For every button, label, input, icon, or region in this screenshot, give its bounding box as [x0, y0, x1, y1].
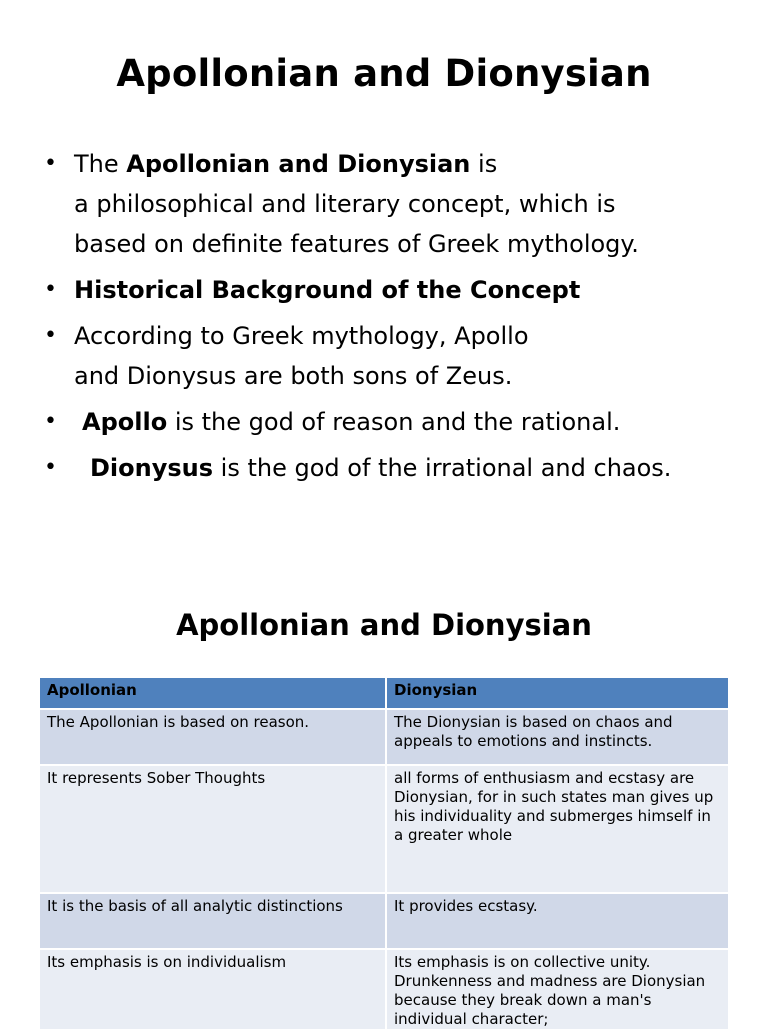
bullet-icon: • — [44, 151, 57, 176]
bullet-item-apollo — [44, 402, 754, 442]
table-cell: The Apollonian is based on reason. — [40, 709, 386, 765]
table-row — [40, 949, 729, 1030]
bullet-text: based on definite features of Greek mythology. — [74, 230, 639, 258]
table-cell: Its emphasis is on individualism — [40, 949, 386, 1030]
bullet-text: The — [74, 150, 119, 178]
bullet-text: According to Greek mythology, Apollo — [74, 322, 529, 350]
bullet-text: is the god of the irrational and chaos. — [220, 454, 672, 482]
table-cell: It represents Sober Thoughts — [40, 765, 386, 893]
bullet-bold-term: Dionysus — [90, 454, 214, 482]
table-title: Apollonian and Dionysian — [176, 608, 592, 642]
bullet-list — [44, 144, 754, 488]
table-row — [40, 709, 729, 765]
bullet-text: and Dionysus are both sons of Zeus. — [74, 362, 513, 390]
table-cell: Its emphasis is on collective unity. Drunkenness and madness are Dionysian because they break down a man's individual character; — [386, 949, 729, 1030]
bullet-item-dionysus — [44, 448, 754, 488]
bullet-text: a philosophical and literary concept, which is — [74, 190, 616, 218]
bullet-icon: • — [44, 409, 57, 434]
table-row — [40, 765, 729, 893]
table-cell: It is the basis of all analytic distinctions — [40, 893, 386, 949]
table-cell: all forms of enthusiasm and ecstasy are Dionysian, for in such states man gives up his individuality and submerges himself in a greater whole — [386, 765, 729, 893]
bullet-item-definition — [44, 144, 754, 264]
table-cell: It provides ecstasy. — [386, 893, 729, 949]
bullet-bold-heading: Historical Background of the Concept — [74, 276, 581, 304]
table-header-row — [40, 678, 729, 709]
table-cell: The Dionysian is based on chaos and appeals to emotions and instincts. — [386, 709, 729, 765]
bullet-icon: • — [44, 277, 57, 302]
column-header-apollonian: Apollonian — [40, 678, 386, 709]
comparison-table — [40, 678, 730, 1031]
bullet-text: is — [478, 150, 498, 178]
bullet-icon: • — [44, 323, 57, 348]
bullet-text: is the god of reason and the rational. — [174, 408, 621, 436]
bullet-bold-term: Apollo — [82, 408, 168, 436]
table-row — [40, 893, 729, 949]
bullet-item-mythology — [44, 316, 754, 396]
column-header-dionysian: Dionysian — [386, 678, 729, 709]
slide-title: Apollonian and Dionysian — [116, 52, 652, 95]
bullet-item-historical — [44, 270, 754, 310]
bullet-bold-term: Apollonian and Dionysian — [126, 150, 471, 178]
bullet-icon: • — [44, 455, 57, 480]
